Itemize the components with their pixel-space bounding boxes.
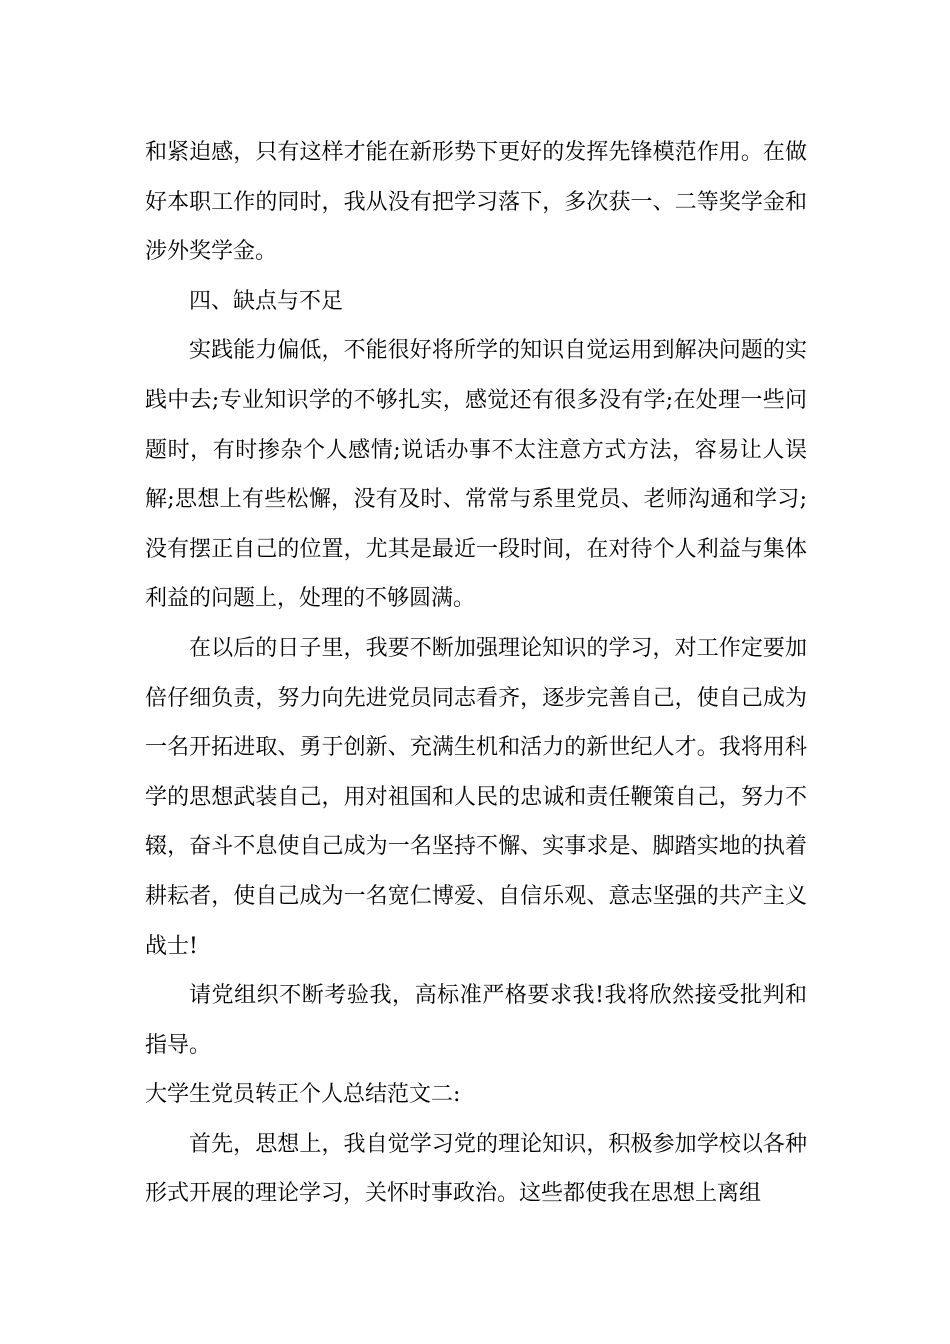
paragraph-continuation: 和紧迫感，只有这样才能在新形势下更好的发挥先锋模范作用。在做好本职工作的同时，我从没有把学习落下，多次获一、二等奖学金和涉外奖学金。: [145, 140, 807, 265]
section-title-sample-two: 大学生党员转正个人总结范文二:: [145, 1082, 461, 1108]
section-heading-shortcomings: 四、缺点与不足: [189, 288, 344, 314]
paragraph-ideology: 首先，思想上，我自觉学习党的理论知识，积极参加学校以各种形式开展的理论学习，关怀时事政治。这些都使我在思想上离组: [145, 1131, 807, 1207]
paragraph-future-plans: 在以后的日子里，我要不断加强理论知识的学习，对工作定要加倍仔细负责，努力向先进党员同志看齐，逐步完善自己，使自己成为一名开拓进取、勇于创新、充满生机和活力的新世纪人才。我将用科学的思想武装自己，用对祖国和人民的忠诚和责任鞭策自己，努力不辍，奋斗不息使自己成为一名坚持不懈、实事求是、脚踏实地的执着耕耘者，使自己成为一名宽仁博爱、自信乐观、意志坚强的共产主义战士!: [145, 635, 807, 959]
paragraph-request: 请党组织不断考验我，高标准严格要求我!我将欣然接受批判和指导。: [145, 983, 807, 1058]
paragraph-shortcomings: 实践能力偏低，不能很好将所学的知识自觉运用到解决问题的实践中去;专业知识学的不够扎实，感觉还有很多没有学;在处理一些问题时，有时掺杂个人感情;说话办事不太注意方式方法，容易让人误解;思想上有些松懈，没有及时、常常与系里党员、老师沟通和学习;没有摆正自己的位置，尤其是最近一段时间，在对待个人利益与集体利益的问题上，处理的不够圆满。: [145, 338, 807, 612]
document-body: [145, 128, 807, 1219]
